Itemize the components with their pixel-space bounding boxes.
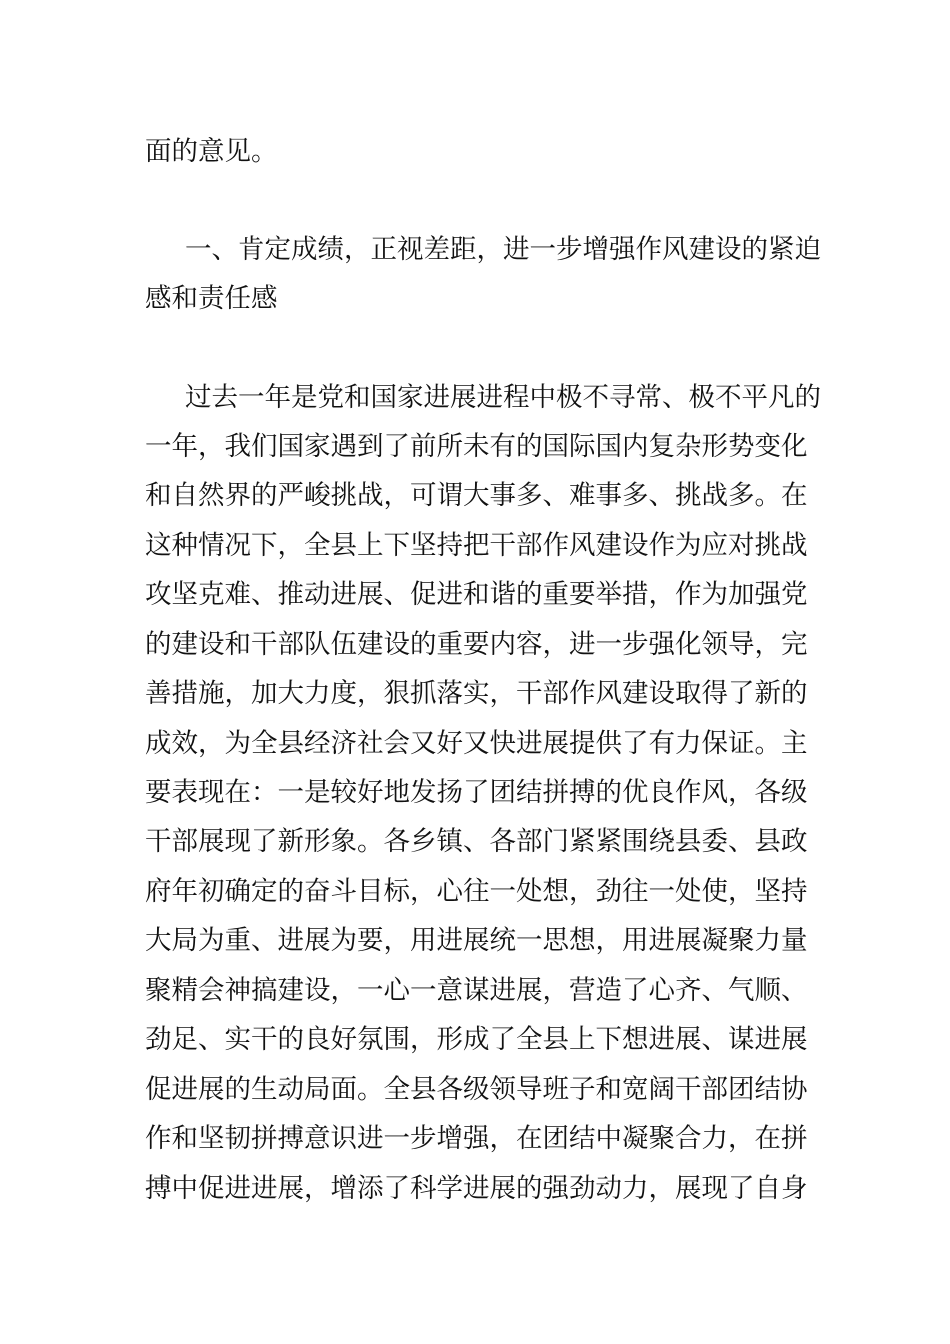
paragraph-line-3: 和自然界的严峻挑战，可谓大事多、难事多、挑战多。在	[145, 480, 808, 511]
paragraph-line-14: 劲足、实干的良好氛围，形成了全县上下想进展、谋进展	[145, 1024, 808, 1055]
paragraph-line-9: 要表现在：一是较好地发扬了团结拼搏的优良作风，各级	[145, 777, 808, 808]
paragraph-line-12: 大局为重、进展为要，用进展统一思想，用进展凝聚力量	[145, 925, 808, 956]
text-line-continuation: 面的意见。	[145, 136, 278, 167]
paragraph-line-4: 这种情况下，全县上下坚持把干部作风建设作为应对挑战	[145, 530, 808, 561]
paragraph-line-6: 的建设和干部队伍建设的重要内容，进一步强化领导，完	[145, 629, 808, 660]
paragraph-line-7: 善措施，加大力度，狠抓落实，干部作风建设取得了新的	[145, 678, 808, 709]
paragraph-line-15: 促进展的生动局面。全县各级领导班子和宽阔干部团结协	[145, 1074, 808, 1105]
paragraph-line-13: 聚精会神搞建设，一心一意谋进展，营造了心齐、气顺、	[145, 975, 808, 1006]
paragraph-line-5: 攻坚克难、推动进展、促进和谐的重要举措，作为加强党	[145, 579, 808, 610]
paragraph-line-10: 干部展现了新形象。各乡镇、各部门紧紧围绕县委、县政	[145, 826, 808, 857]
section-heading-line-2: 感和责任感	[145, 283, 278, 314]
paragraph-line-8: 成效，为全县经济社会又好又快进展提供了有力保证。主	[145, 728, 808, 759]
paragraph-line-17: 搏中促进进展，增添了科学进展的强劲动力，展现了自身	[145, 1173, 808, 1204]
section-heading-line-1: 一、肯定成绩，正视差距，进一步增强作风建设的紧迫	[185, 234, 821, 265]
paragraph-line-11: 府年初确定的奋斗目标，心往一处想，劲往一处使，坚持	[145, 876, 808, 907]
paragraph-line-1: 过去一年是党和国家进展进程中极不寻常、极不平凡的	[185, 382, 821, 413]
paragraph-line-16: 作和坚韧拼搏意识进一步增强，在团结中凝聚合力，在拼	[145, 1123, 808, 1154]
paragraph-line-2: 一年，我们国家遇到了前所未有的国际国内复杂形势变化	[145, 431, 808, 462]
